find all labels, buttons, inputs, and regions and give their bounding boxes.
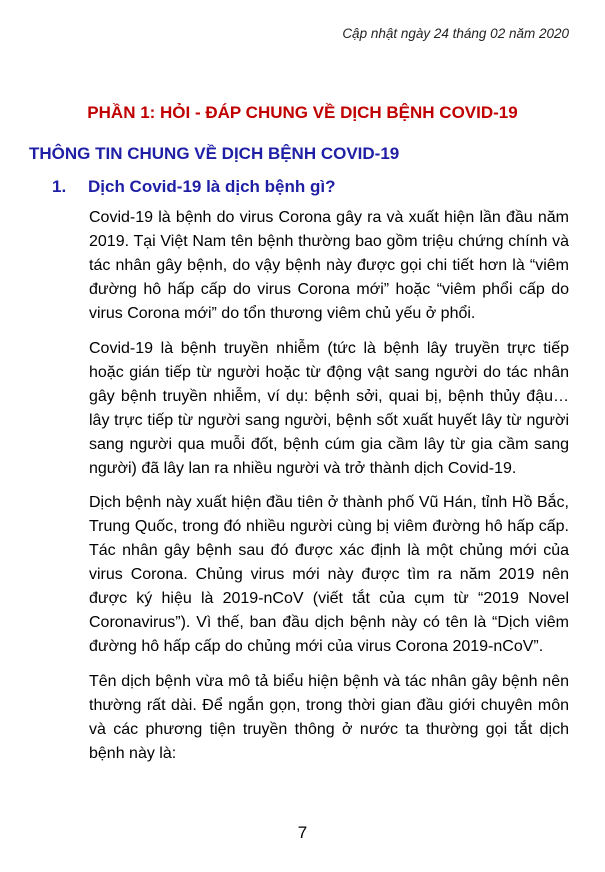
update-date: Cập nhật ngày 24 tháng 02 năm 2020 — [342, 26, 569, 41]
question-heading — [52, 177, 335, 197]
paragraph: Covid-19 là bệnh do virus Corona gây ra và xuất hiện lần đầu năm 2019. Tại Việt Nam tên bệnh thường bao gồm triệu chứng chính và tác nhân gây bệnh, do vậy bệnh này được gọi chi tiết hơn là “viêm đường hô hấp cấp do virus Corona mới” hoặc “viêm phổi cấp do virus Corona mới” do tổn thương viêm chủ yếu ở phổi. — [89, 209, 569, 322]
section-title: THÔNG TIN CHUNG VỀ DỊCH BỆNH COVID-19 — [29, 144, 400, 163]
paragraph: Dịch bệnh này xuất hiện đầu tiên ở thành phố Vũ Hán, tỉnh Hồ Bắc, Trung Quốc, trong đó nhiều người cùng bị viêm đường hô hấp cấp. Tác nhân gây bệnh sau đó được xác định là một chủng mới của virus Corona. Chủng virus mới này được tìm ra năm 2019 nên được ký hiệu là 2019-nCoV (viết tắt của cụm từ “2019 Novel Coronavirus”). Vì thế, ban đầu dịch bệnh này có tên là “Dịch viêm đường hô hấp cấp do chủng mới của virus Corona 2019-nCoV”. — [89, 494, 569, 655]
paragraph: Covid-19 là bệnh truyền nhiễm (tức là bệnh lây truyền trực tiếp hoặc gián tiếp từ người hoặc từ động vật sang người do tác nhân gây bệnh truyền nhiễm, ví dụ: bệnh sởi, quai bị, bệnh thủy đậu… lây trực tiếp từ người sang người, bệnh sốt xuất huyết lây từ người sang người qua muỗi đốt, bệnh cúm gia cầm lây từ gia cầm sang người) đã lây lan ra nhiều người và trở thành dịch Covid-19. — [89, 339, 569, 477]
paragraph: Tên dịch bệnh vừa mô tả biểu hiện bệnh và tác nhân gây bệnh nên thường rất dài. Để ngắn gọn, trong thời gian đầu giới chuyên môn và các phương tiện truyền thông ở nước ta thường gọi tắt dịch bệnh này là: — [89, 672, 569, 762]
body-text — [89, 206, 569, 776]
question-text: Dịch Covid-19 là dịch bệnh gì? — [88, 177, 336, 196]
part-title: PHẦN 1: HỎI - ĐÁP CHUNG VỀ DỊCH BỆNH COVID-19 — [87, 103, 518, 122]
question-number: 1. — [52, 177, 67, 196]
page-number: 7 — [297, 823, 308, 842]
